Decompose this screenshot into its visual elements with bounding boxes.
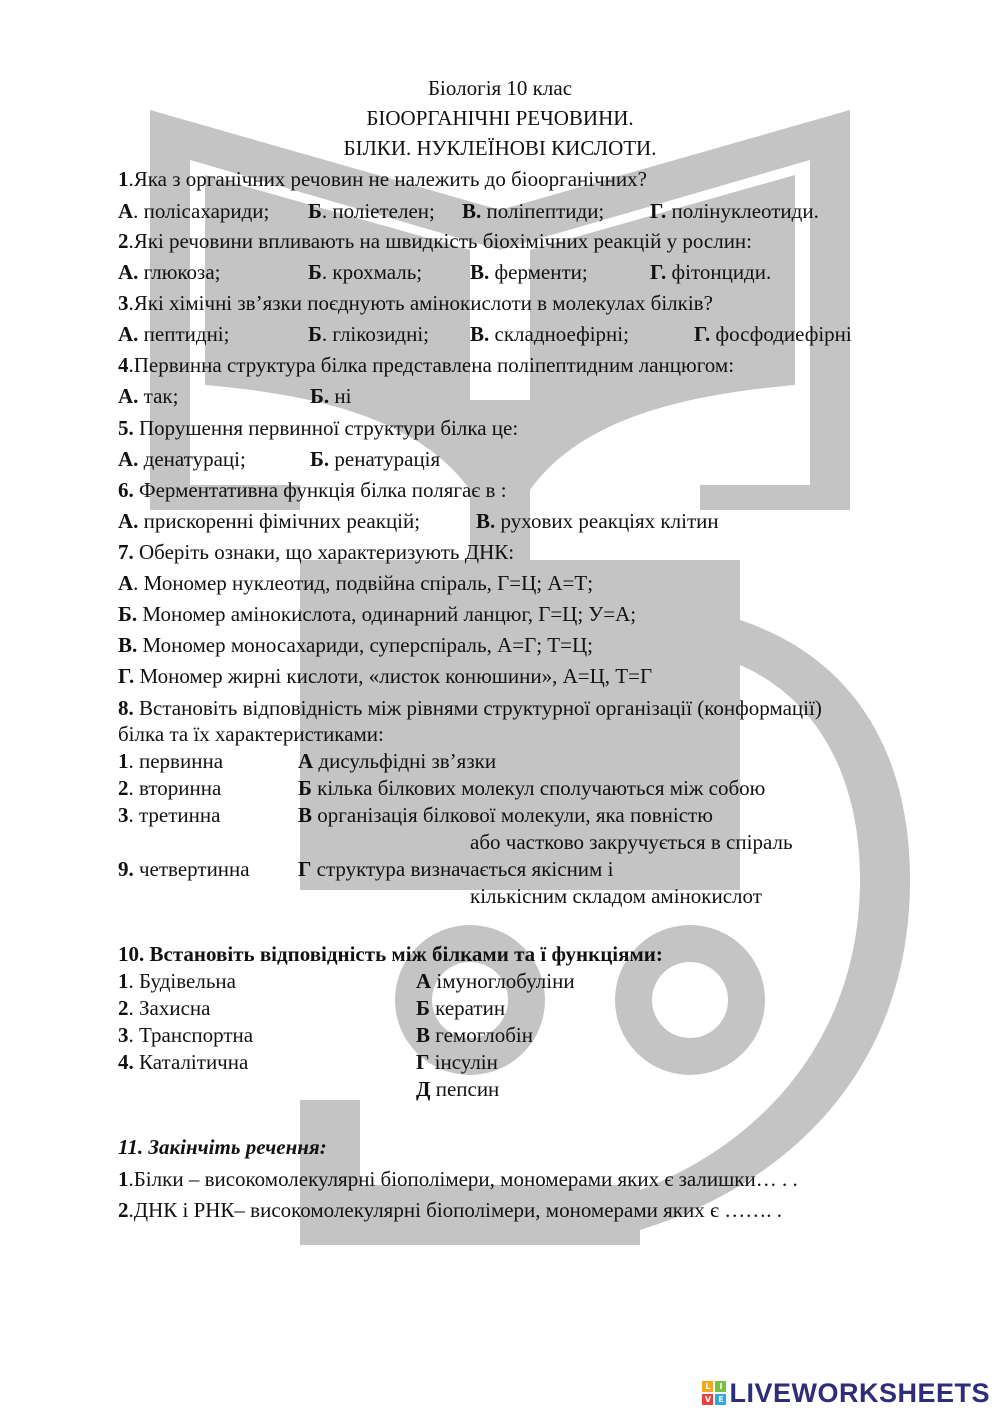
q6-option-a: А. прискоренні фімічних реакцій; <box>118 509 421 533</box>
question-10: 10. Встановіть відповідність між білками та ї функціями: <box>118 942 663 966</box>
question-5: 5. Порушення первинної структури білка це: <box>118 416 519 440</box>
q8-level-3: 3. третинна <box>118 803 221 827</box>
q8-level-1: 1. первинна <box>118 749 224 773</box>
q10-protein-b: Б кератин <box>416 996 506 1020</box>
question-4: 4.Первинна структура білка представлена поліпептидним ланцюгом: <box>118 353 735 377</box>
q2-option-d: Г. фітонциди. <box>650 260 772 284</box>
question-6: 6. Ферментативна функція білка полягає в : <box>118 478 507 502</box>
q7-option-d: Г. Мономер жирні кислоти, «листок конюшини», А=Ц, Т=Г <box>118 664 653 688</box>
question-8-continued: білка та їх характеристиками: <box>118 722 384 746</box>
q10-function-1: 1. Будівельна <box>118 969 236 993</box>
q3-option-a: А. пептидні; <box>118 322 230 346</box>
q11-sentence-1: 1.Білки – високомолекулярні біополімери, мономерами яких є залишки… . . <box>118 1167 798 1191</box>
question-1: 1.Яка з органічних речовин не належить до біоорганічних? <box>118 167 647 191</box>
q8-char-c-continued: або частково закручується в спіраль <box>470 830 793 854</box>
q4-option-b: Б. ні <box>310 384 352 408</box>
question-11: 11. Закінчіть речення: <box>118 1135 327 1159</box>
q10-function-4: 4. Каталітична <box>118 1050 249 1074</box>
q5-option-b: Б. ренатурація <box>310 447 441 471</box>
q10-function-2: 2. Захисна <box>118 996 211 1020</box>
q7-option-b: Б. Мономер амінокислота, одинарний ланцюг, Г=Ц; У=А; <box>118 602 637 626</box>
q3-option-b: Б. глікозидні; <box>308 322 430 346</box>
q10-function-3: 3. Транспортна <box>118 1023 254 1047</box>
topic-subtitle: БІЛКИ. НУКЛЕЇНОВІ КИСЛОТИ. <box>343 136 657 160</box>
question-8: 8. Встановіть відповідність між рівнями структурної організації (конформації) <box>118 696 822 720</box>
subject-line: Біологія 10 клас <box>427 76 573 100</box>
q7-option-a: А. Мономер нуклеотид, подвійна спіраль, Г=Ц; А=Т; <box>118 571 594 595</box>
q5-option-a: А. денатураці; <box>118 447 246 471</box>
q4-option-a: А. так; <box>118 384 179 408</box>
q10-protein-c: В гемоглобін <box>416 1023 533 1047</box>
q8-char-c: В організація білкової молекули, яка повністю <box>298 803 713 827</box>
question-7: 7. Оберіть ознаки, що характеризують ДНК: <box>118 540 515 564</box>
question-2: 2.Які речовини впливають на швидкість біохімічних реакцій у рослин: <box>118 229 752 253</box>
q8-level-2: 2. вторинна <box>118 776 222 800</box>
q3-option-c: В. складноефірні; <box>470 322 629 346</box>
q1-option-d: Г. полінуклеотиди. <box>650 199 819 223</box>
question-3: 3.Які хімічні зв’язки поєднують амінокислоти в молекулах білків? <box>118 291 713 315</box>
q1-option-a: А. полісахариди; <box>118 199 270 223</box>
topic-title: БІООРГАНІЧНІ РЕЧОВИНИ. <box>366 106 634 130</box>
logo-block-v: V <box>702 1394 713 1405</box>
q3-option-d: Г. фосфодиефірні <box>694 322 852 346</box>
q6-option-b: В. рухових реакціях клітин <box>476 509 719 533</box>
q2-option-a: А. глюкоза; <box>118 260 221 284</box>
logo-block-e: E <box>715 1394 726 1405</box>
q2-option-b: Б. крохмаль; <box>308 260 423 284</box>
logo-block-i: I <box>715 1381 726 1392</box>
logo-blocks-icon <box>702 1381 726 1405</box>
liveworksheets-logo[interactable] <box>702 1378 990 1408</box>
q2-option-c: В. ферменти; <box>470 260 588 284</box>
logo-text: LIVEWORKSHEETS <box>729 1377 990 1408</box>
q8-level-4: 9. четвертинна <box>118 857 250 881</box>
q1-option-c: В. поліпептиди; <box>462 199 605 223</box>
q10-protein-e: Д пепсин <box>416 1077 500 1101</box>
q8-char-b: Б кілька білкових молекул сполучаються між собою <box>298 776 766 800</box>
q10-protein-a: А імуноглобуліни <box>416 969 575 993</box>
logo-block-l: L <box>702 1381 713 1392</box>
q7-option-c: В. Мономер моносахариди, суперспіраль, А=Г; Т=Ц; <box>118 633 593 657</box>
q11-sentence-2: 2.ДНК і РНК– високомолекулярні біополімери, мономерами яких є ……. . <box>118 1198 782 1222</box>
q8-char-d: Г структура визначається якісним і <box>298 857 614 881</box>
q1-option-b: Б. поліетелен; <box>308 199 435 223</box>
q8-char-d-continued: кількісним складом амінокислот <box>470 884 762 908</box>
q8-char-a: А дисульфідні зв’язки <box>298 749 497 773</box>
q10-protein-d: Г інсулін <box>416 1050 498 1074</box>
